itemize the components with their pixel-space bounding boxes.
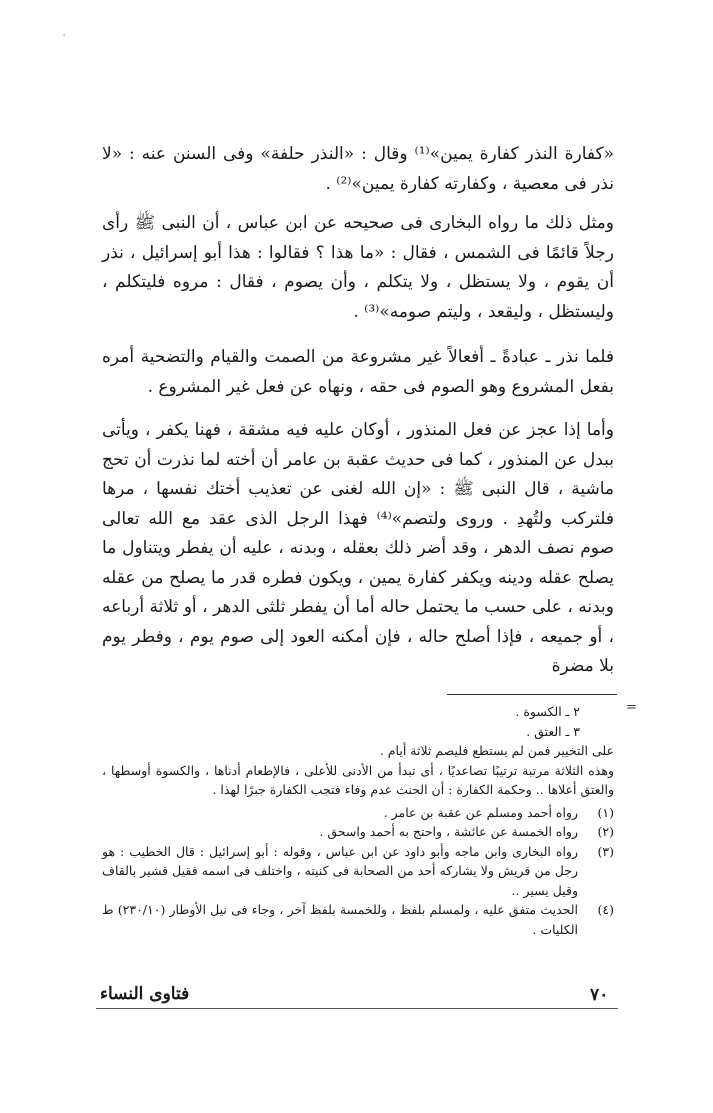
running-title: فتاوى النساء [100, 984, 190, 1004]
page-number: ٧٠ [590, 985, 609, 1005]
footnote-continuation-paragraph: وهذه الثلاثة مرتبة ترتيبًا تصاعديًا ، أى تبدأ من الأدنى للأعلى ، فالإطعام أدناها ، والكسوة أوسطها ، والعتق أعلاها .. وحكمة الكفارة : أن الحنث عدم وفاء فتجب الكفارة جبرًا لهذا . [102, 762, 614, 797]
footnote-separator [447, 694, 617, 695]
paragraph-1: «كفارة النذر كفارة يمين»⁽¹⁾ وقال : «النذر حلفة» وفى السنن عنه : «لا نذر فى معصية ، وكفارته كفارة يمين»⁽²⁾ . [102, 144, 615, 194]
paragraph-3: فلما نذر ـ عبادةً ـ أفعالاً غير مشروعة من الصمت والقيام والتضحية أمره بفعل المشروع وهو الصوم فى حقه ، ونهاه عن فعل غير المشروع . [102, 347, 614, 397]
footnote-continuation-line: ٣ ـ العتق . [526, 723, 580, 739]
footnote-continuation-line: ٢ ـ الكسوة . [515, 704, 580, 719]
footer-rule [96, 1008, 618, 1009]
footnote-text: رواه الخمسة عن عائشة ، واحتج به أحمد واسحق . [319, 824, 578, 839]
footnotes [102, 702, 614, 939]
footnote-number: (١) [597, 804, 614, 820]
footnote-continuation-paragraph: على التخيير فمن لم يستطع فليصم ثلاثة أيام . [379, 743, 614, 758]
footnote-item [102, 842, 614, 901]
footnote-text: رواه البخارى وابن ماجه وأبو داود عن ابن عباس ، وقوله : أبو إسرائيل : قال الخطيب : هو رجل من قريش ولا يشاركه أحد من الصحابة فى كنيته ، واختلف فى اسمه فقيل قشير بالقاف وقيل يسير .. [102, 843, 578, 898]
footnote-item [102, 822, 614, 842]
footnote-item [102, 803, 614, 823]
paragraph-4: وأما إذا عجز عن فعل المنذور ، أوكان عليه فيه مشقة ، فهنا يكفر ، ويأتى ببدل عن المنذور ، كما فى حديث عقبة بن عامر أن أخته لما نذرت أن تحج ماشية ، قال النبى ﷺ : «إن الله لغنى عن تعذيب أختك نفسها ، مرها فلتركب ولتُهدِ . وروى ولتصم»⁽⁴⁾ فهذا الرجل الذى عقد مع الله تعالى صوم نصف الدهر ، وقد أضر ذلك بعقله ، وبدنه ، عليه أن يفطر ويتناول ما يصلح عقله ودينه ويكفر كفارة يمين ، ويكون فطره قدر ما يصلح من عقله وبدنه ، على حسب ما يحتمل حاله أما أن يفطر ثلثى الدهر ، أو ثلاثة أرباعه ، أو جميعه ، فإذا أصلح حاله ، فإن أمكنه العود إلى صوم يوم ، وفطر يوم بلا مضرة [102, 420, 615, 676]
paragraph-2: ومثل ذلك ما رواه البخارى فى صحيحه عن ابن عباس ، أن النبى ﷺ رأى رجلاً قائمًا فى الشمس ، فقال : «ما هذا ؟ فقالوا : هذا أبو إسرائيل ، نذر أن يقوم ، ولا يستظل ، ولا يتكلم ، وأن يصوم ، فقال : مروه فليتكلم ، وليستظل ، وليقعد ، وليتم صومه»⁽³⁾ . [102, 213, 614, 322]
footnote-continuation-mark: = [626, 700, 637, 715]
footnote-text: الحديث متفق عليه ، ولمسلم بلفظ ، وللخمسة بلفظ آخر ، وجاء فى نيل الأوطار (٢٣٠/١٠) ط الكليات . [102, 902, 578, 937]
scan-corner-mark: · [62, 28, 67, 44]
footnote-number: (٣) [597, 843, 614, 859]
footnote-number: (٤) [597, 902, 614, 917]
footnote-item [102, 900, 614, 939]
main-text [102, 140, 614, 682]
footnote-number: (٢) [597, 824, 614, 839]
footnote-text: رواه أحمد ومسلم عن عقبة بن عامر . [383, 804, 578, 820]
